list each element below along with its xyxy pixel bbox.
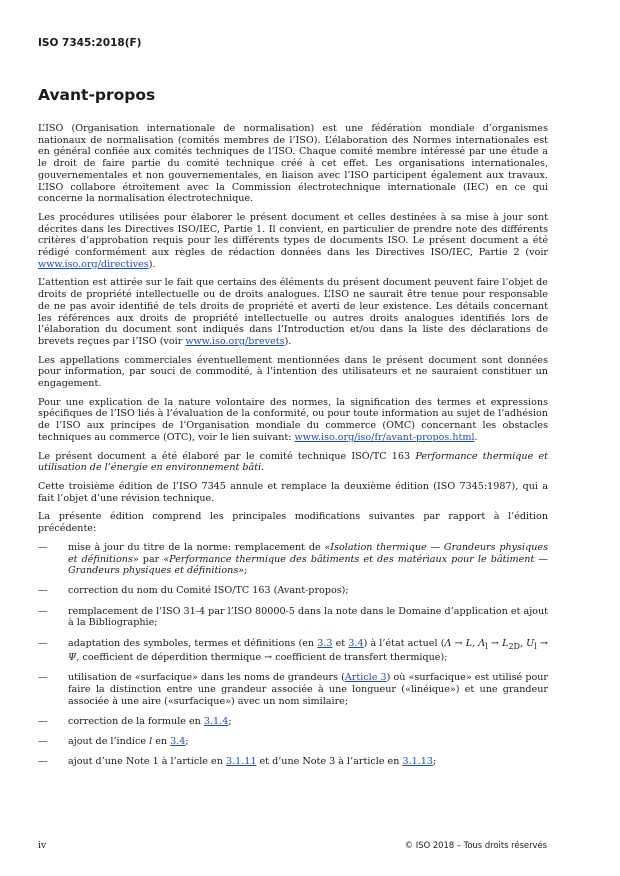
dash-bullet: — (38, 585, 48, 597)
item-text: mise à jour du titre de la norme: remplacement de (68, 541, 325, 553)
symbol-text: , U (519, 637, 535, 649)
list-item (38, 756, 548, 768)
clause-3-4-link[interactable]: 3.4 (170, 736, 186, 748)
clause-3-4-link[interactable]: 3.4 (348, 637, 364, 649)
item-text: remplacement de l’ISO 31-4 par l’ISO 80000-5 dans la note dans le Domaine d’application et ajout à la Bibliographie; (68, 605, 548, 629)
old-title: «Isolation thermique — Grandeurs physiques et définitions» (68, 541, 549, 565)
dash-bullet: — (38, 541, 48, 553)
article-3-link[interactable]: Article 3 (344, 672, 387, 684)
dash-bullet: — (38, 756, 48, 768)
new-title: «Performance thermique des bâtiments et des matériaux pour le bâtiment — Grandeurs physiques et définitions» (68, 553, 548, 577)
paragraph-voluntary-nature (38, 397, 548, 444)
paragraph-text: Le présent document a été élaboré par le comité technique ISO/TC 163 (38, 450, 416, 462)
list-item (38, 606, 548, 629)
list-item (38, 716, 548, 728)
paragraph-end: ). (148, 258, 156, 270)
item-text: ) à l’état actuel ( (363, 637, 445, 649)
item-text: par (138, 553, 164, 565)
paragraph-trade-names: Les appellations commerciales éventuellement mentionnées dans le présent document sont données pour information, par souci de commodité, à l’intention des utilisateurs et ne sauraient constituer un engagement. (38, 354, 548, 390)
committee-title: Performance thermique et utilisation de l’énergie en environnement bâti (38, 450, 549, 474)
list-item (38, 672, 548, 707)
directives-link[interactable]: www.iso.org/directives (38, 258, 149, 270)
paragraph-text: Les procédures utilisées pour élaborer le présent document et celles destinées à sa mise à jour sont décrites dans les Directives ISO/IEC, Partie 1. Il convient, en particulier de prendre note des différents critères d’approbation requis pour les différents types de documents ISO. Le présent document a été rédigé conformément aux règles de rédaction données dans les Directives ISO/IEC, Partie 2 (voir (38, 211, 548, 259)
paragraph-patents (38, 277, 548, 347)
clause-3-1-4-link[interactable]: 3.1.4 (203, 715, 229, 727)
paragraph-text: Pour une explication de la nature volontaire des normes, la signification des termes et expressions spécifiques de l’ISO liés à l’évaluation de la conformité, ou pour toute information au sujet de l’adhésion de l’ISO aux principes de l’Organisation mondiale du commerce (OMC) concernant les obstacles techniques au commerce (OTC), voir le lien suivant: (38, 396, 548, 443)
item-text: ajout d’une Note 1 à l’article en (68, 756, 226, 768)
symbol-subscript: l (485, 641, 488, 651)
paragraph-end: . (474, 431, 478, 443)
dash-bullet: — (38, 672, 48, 684)
page-number: iv (38, 840, 47, 851)
foreword-info-link[interactable]: www.iso.org/iso/fr/avant-propos.html (294, 431, 475, 443)
clause-3-1-11-link[interactable]: 3.1.11 (225, 756, 257, 768)
symbol-subscript: 2D (508, 641, 520, 651)
symbol-text: → Ψ, (68, 637, 548, 664)
copyright-notice: © ISO 2018 – Tous droits réservés (404, 840, 547, 850)
item-text: ajout de l’indice (68, 736, 150, 748)
item-text: correction de la formule en (68, 715, 204, 727)
dash-bullet: — (38, 605, 48, 617)
symbol-text: Λ → L, Λ (444, 637, 486, 649)
symbol-text: l (149, 736, 153, 748)
symbol-text: → L (487, 637, 509, 649)
dash-bullet: — (38, 736, 48, 748)
paragraph-end: . (261, 462, 265, 474)
dash-bullet: — (38, 715, 48, 727)
clause-3-3-link[interactable]: 3.3 (317, 637, 333, 649)
paragraph-iso-intro: L’ISO (Organisation internationale de normalisation) est une fédération mondiale d’organismes nationaux de normalisation (comités membres de l’ISO). L’élaboration des Normes internationales est en général confiée aux comités techniques de l’ISO. Chaque comité membre intéressé par une étude a le droit de faire partie du comité technique créé à cet effet. Les organisations internationales, gouvernementales et non gouvernementales, en liaison avec l’ISO participent également aux travaux. L’ISO collabore étroitement avec la Commission électrotechnique internationale (IEC) en ce qui concerne la normalisation électrotechnique. (38, 123, 548, 205)
paragraph-text: L’attention est attirée sur le fait que certains des éléments du présent document peuvent faire l’objet de droits de propriété intellectuelle ou de droits analogues. L’ISO ne saurait être tenue pour responsable de ne pas avoir identifié de tels droits de propriété et averti de leur existence. Les détails concernant les références aux droits de propriété intellectuelle ou autres droits analogues identifiés lors de l’élaboration du document sont indiqués dans l’Introduction et/ou dans la liste des déclarations de brevets reçues par l’ISO (voir (38, 277, 548, 347)
patents-link[interactable]: www.iso.org/brevets (185, 335, 285, 347)
changes-list (38, 542, 548, 768)
paragraph-committee (38, 451, 548, 474)
list-item (38, 542, 548, 577)
paragraph-changes-intro: La présente édition comprend les principales modifications suivantes par rapport à l’édition précédente: (38, 511, 548, 535)
paragraph-edition: Cette troisième édition de l’ISO 7345 annule et remplace la deuxième édition (ISO 7345:1987), qui a fait l’objet d’une révision technique. (38, 480, 548, 504)
item-text: ; (185, 736, 189, 748)
item-text: en (152, 736, 171, 748)
item-text: ; (432, 756, 437, 768)
item-text: et d’une Note 3 à l’article en (256, 756, 403, 768)
item-text: utilisation de «surfacique» dans les noms de grandeurs ( (68, 672, 345, 684)
clause-3-1-13-link[interactable]: 3.1.13 (402, 756, 433, 768)
page-title: Avant-propos (38, 86, 156, 104)
list-item (38, 736, 548, 748)
item-text: coefficient de déperdition thermique → coefficient de transfert thermique); (79, 652, 448, 664)
dash-bullet: — (38, 637, 48, 649)
document-id: ISO 7345:2018(F) (38, 37, 142, 49)
paragraph-end: ). (284, 335, 292, 347)
item-text: adaptation des symboles, termes et définitions (en (68, 637, 318, 649)
foreword-body (38, 123, 548, 777)
item-text: correction du nom du Comité ISO/TC 163 (Avant-propos); (68, 585, 349, 597)
paragraph-procedures (38, 212, 548, 271)
item-text: ; (244, 565, 248, 577)
item-text: et (332, 637, 349, 649)
symbol-subscript: l (534, 641, 537, 651)
item-text: ) où «surfacique» est utilisé pour faire la distinction entre une grandeur associée à une longueur («linéique») et une grandeur associée à une aire («surfacique») avec un nom similaire; (68, 672, 549, 707)
item-text: ; (228, 715, 232, 727)
list-item (38, 585, 548, 597)
list-item (38, 638, 548, 664)
